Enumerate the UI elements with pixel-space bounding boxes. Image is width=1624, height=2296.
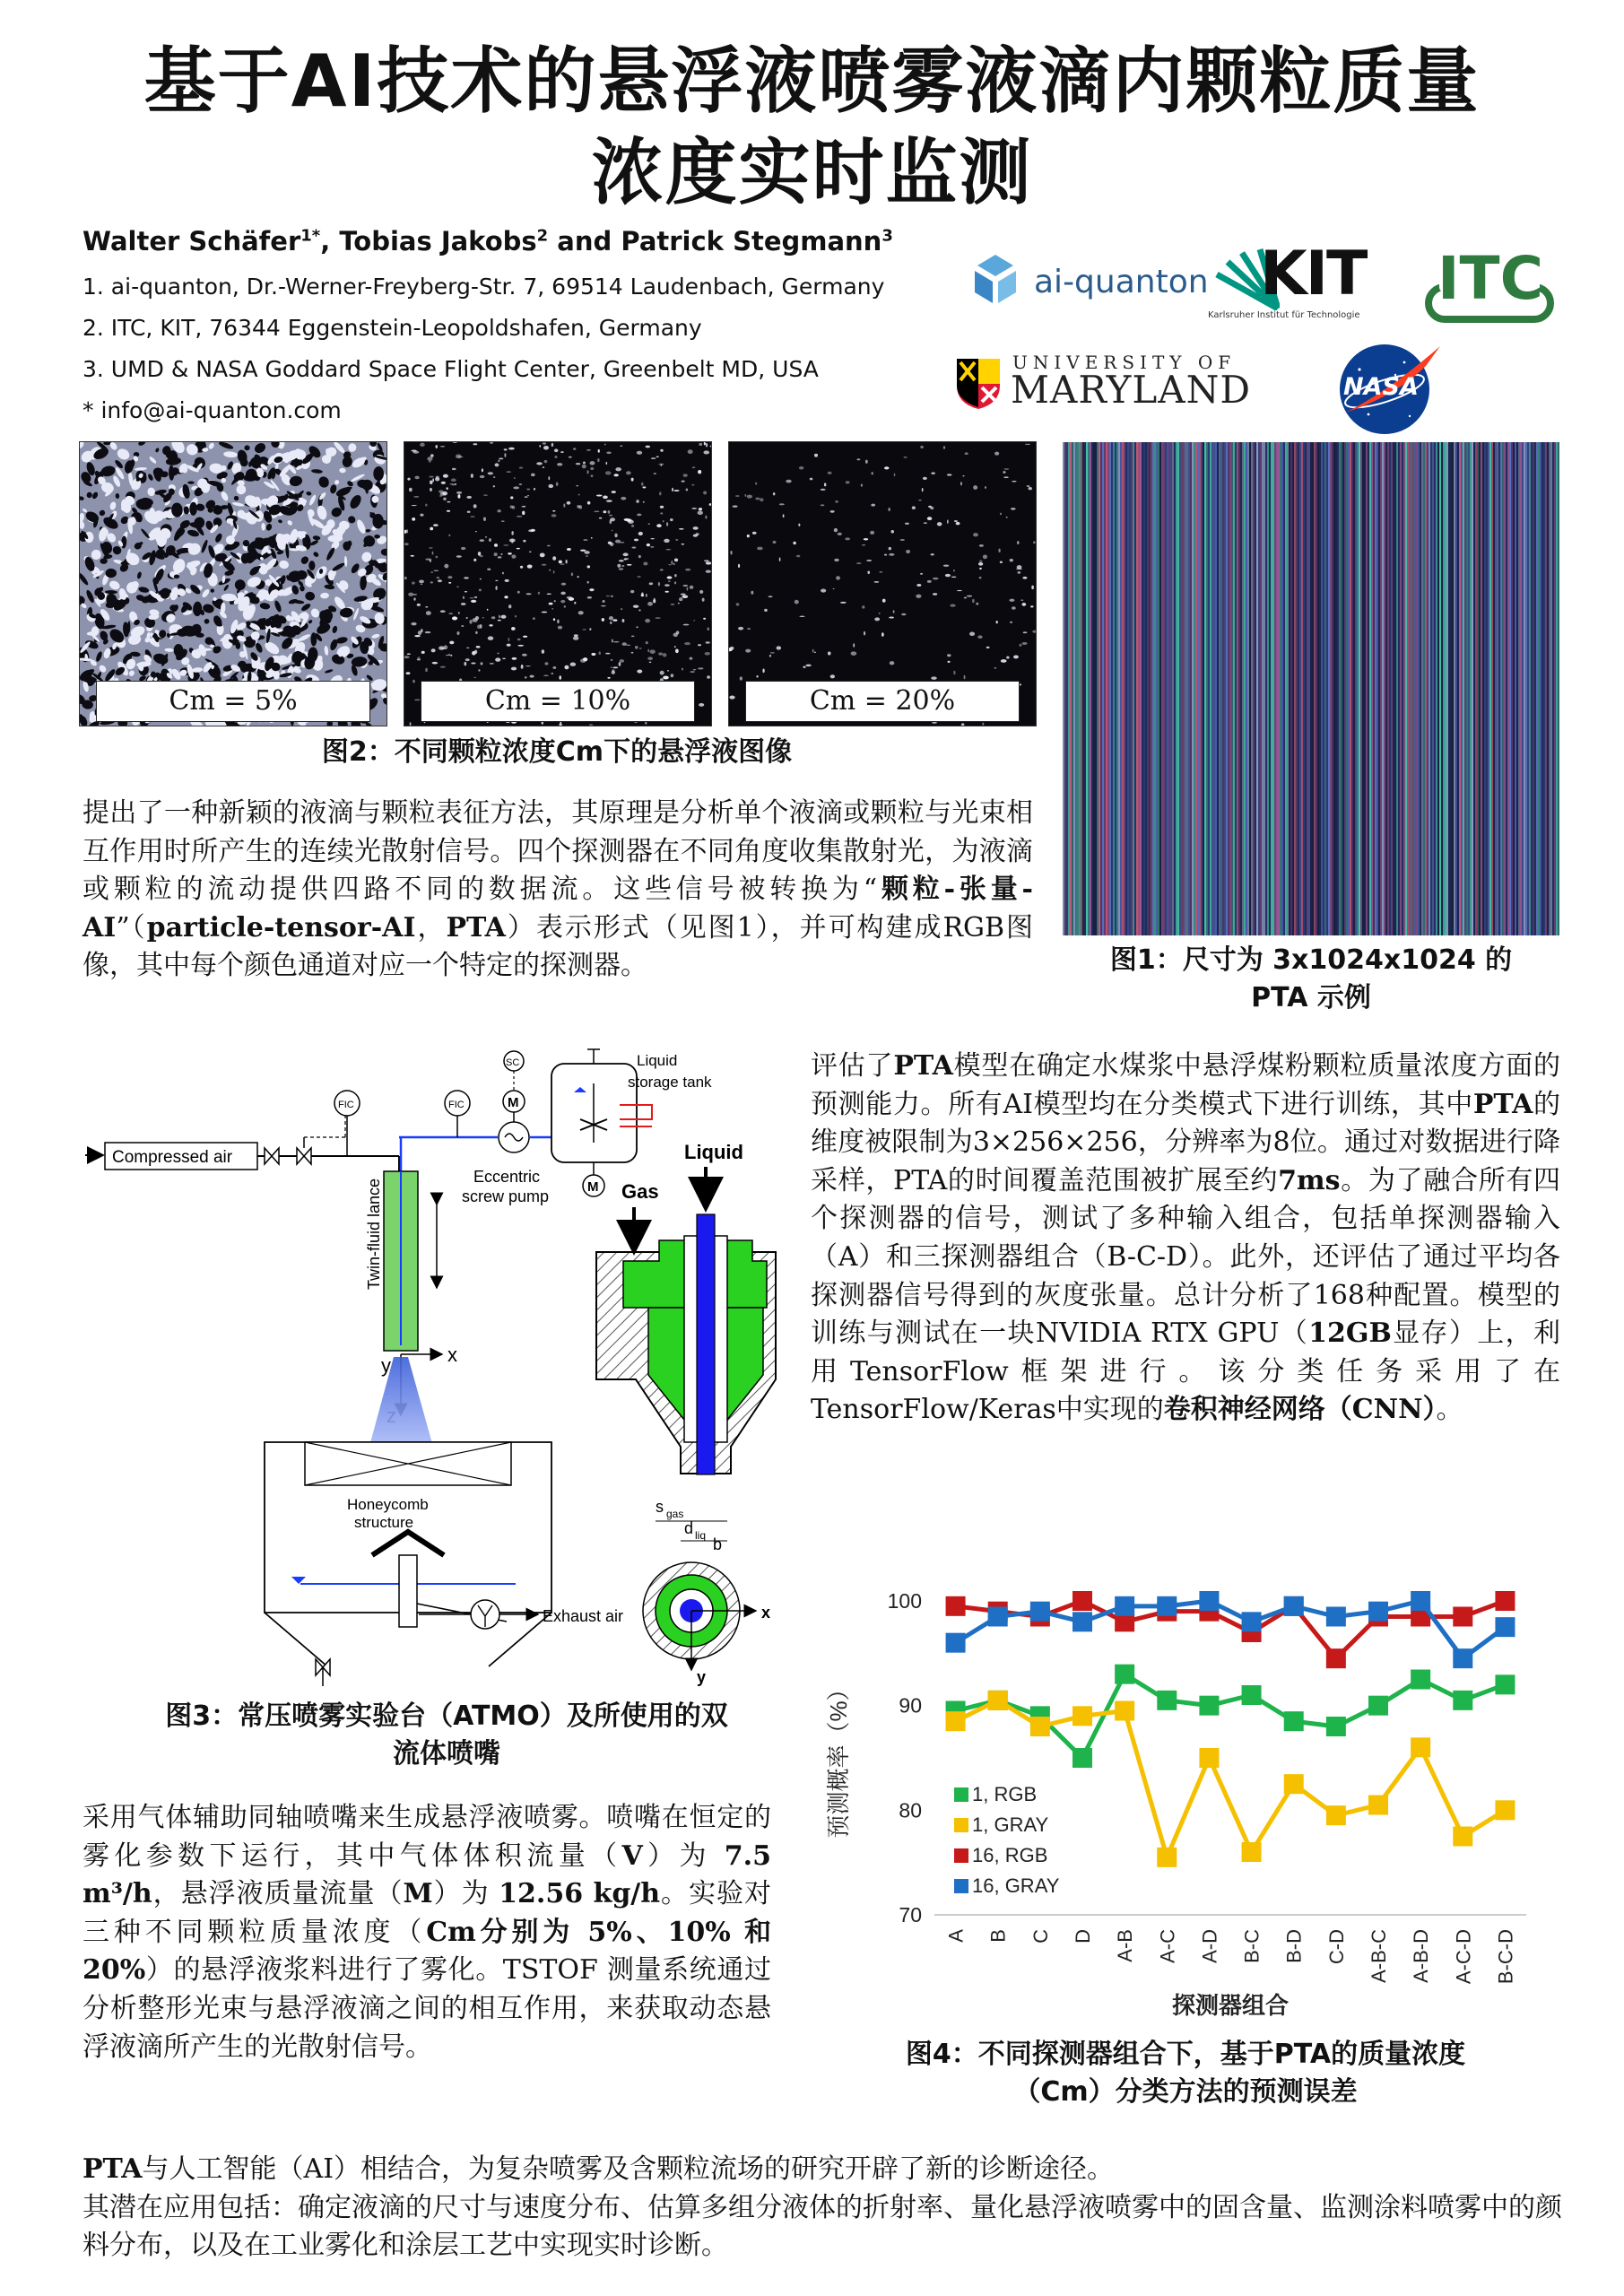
conclusion-bold-1: PTA	[83, 2153, 143, 2185]
data-point	[946, 1633, 966, 1653]
author-1-affil: 1*	[300, 226, 321, 246]
aiquanton-logo	[964, 251, 1233, 314]
method-text-4: ）为	[432, 1878, 499, 1910]
conclusion-paragraph	[83, 2151, 1562, 2266]
data-point	[1157, 1596, 1177, 1616]
method-bold-4: 12.56 kg/h	[499, 1878, 661, 1910]
method-bold-5: Cm分别为 5%、10% 和 20%	[83, 1916, 772, 1987]
svg-text:Honeycomb: Honeycomb	[347, 1496, 429, 1513]
data-point	[1284, 1774, 1304, 1794]
x-tick-label: A	[944, 1929, 968, 1943]
data-point	[1453, 1607, 1472, 1627]
fig3-caption-line1: 图3：常压喷雾实验台（ATMO）及所使用的双	[165, 1700, 728, 1732]
fig4-chart	[811, 1565, 1560, 2031]
x-tick-label: C	[1029, 1929, 1052, 1944]
fig1-caption-line1: 图1：尺寸为 3x1024x1024 的	[1109, 944, 1513, 976]
author-2-affil: 2	[536, 226, 549, 246]
eval-bold-1: PTA	[893, 1050, 953, 1082]
legend-label: 16, GRAY	[972, 1874, 1060, 1897]
micrograph-5-label: Cm = 5%	[96, 681, 370, 722]
data-point	[1368, 1602, 1388, 1622]
poster-title	[36, 36, 1588, 219]
data-point	[1157, 1848, 1177, 1867]
eval-bold-2: PTA	[1472, 1088, 1533, 1120]
svg-text:FIC: FIC	[448, 1100, 465, 1110]
intro-paragraph	[83, 795, 1033, 986]
data-point	[1115, 1701, 1134, 1721]
svg-text:b: b	[713, 1535, 723, 1553]
y-axis-label: 预测概率（%）	[825, 1677, 852, 1839]
data-point	[1073, 1612, 1092, 1631]
micrograph-20-label: Cm = 20%	[745, 681, 1020, 722]
data-point	[1326, 1607, 1346, 1627]
legend-label: 1, GRAY	[972, 1813, 1049, 1836]
legend-swatch	[954, 1879, 968, 1893]
method-text-5: 。实验对三种不同颗粒质量浓度（	[83, 1878, 772, 1948]
data-point	[1368, 1796, 1388, 1815]
micrograph-10-label: Cm = 10%	[421, 681, 695, 722]
aiquanton-logo-text: ai-quanton	[1034, 264, 1209, 300]
series-1	[946, 1691, 1515, 1867]
umd-logo-top: UNIVERSITY OF	[1012, 352, 1237, 373]
contact-email: * info@ai-quanton.com	[83, 397, 342, 423]
nasa-logo	[1333, 339, 1444, 438]
data-point	[988, 1691, 1008, 1710]
spray-test-rig-diagram	[85, 1048, 803, 1686]
data-point	[1199, 1696, 1219, 1716]
y-tick-label: 90	[899, 1693, 922, 1718]
fig3-caption	[79, 1698, 814, 1773]
eval-bold-5: 卷积神经网络（CNN）	[1163, 1394, 1437, 1426]
data-point	[1030, 1602, 1050, 1622]
conclusion-line-1	[83, 2151, 1562, 2189]
intro-bold-2: particle-tensor-AI	[146, 911, 416, 944]
kit-logo	[1208, 239, 1369, 325]
eval-text-5: 显存）上，利用TensorFlow框架进行。该分类任务采用了在TensorFlow/Keras中实现的	[811, 1318, 1560, 1426]
x-axis-label: 探测器组合	[1171, 1992, 1290, 2019]
svg-text:SC: SC	[506, 1057, 520, 1068]
legend-swatch	[954, 1848, 968, 1863]
prediction-probability-chart	[811, 1565, 1560, 2031]
intro-text-3: ，	[415, 911, 447, 944]
fig3-caption-line2: 流体喷嘴	[393, 1738, 500, 1770]
x-tick-label: C-D	[1324, 1929, 1348, 1965]
umd-shield-icon	[953, 355, 1003, 411]
x-tick-label: A-B	[1114, 1929, 1137, 1962]
valve-icon	[265, 1148, 279, 1164]
method-text-2: ）为	[642, 1839, 725, 1872]
fig4-caption-line2: （Cm）分类方法的预测误差	[1013, 2076, 1358, 2108]
exhaust-hood	[372, 1532, 444, 1555]
itc-logo	[1421, 244, 1556, 325]
svg-text:y: y	[381, 1354, 391, 1377]
data-point	[1495, 1674, 1515, 1694]
legend-swatch	[954, 1818, 968, 1832]
data-point	[1242, 1685, 1262, 1705]
data-point	[1199, 1748, 1219, 1768]
x-tick-label: B-D	[1282, 1929, 1306, 1963]
aiquanton-logo-icon	[964, 251, 1027, 314]
affiliation-2: 2. ITC, KIT, 76344 Eggenstein-Leopoldshafen, Germany	[83, 315, 702, 341]
svg-text:gas: gas	[666, 1508, 684, 1520]
pta-example-image	[1063, 442, 1559, 935]
itc-logo-text: ITC	[1437, 244, 1544, 313]
author-3-affil: 3	[881, 226, 893, 246]
fig2-caption: 图2：不同颗粒浓度Cm下的悬浮液图像	[321, 736, 793, 768]
umd-logo-bottom: MARYLAND	[1011, 368, 1252, 412]
data-point	[1411, 1737, 1430, 1757]
eval-text-4: 。为了融合所有四个探测器的信号，测试了多种输入组合，包括单探测器输入（A）和三探测器组合（B-C-D）。此外，还评估了通过平均各探测器信号得到的灰度张量。总计分析了168种配置。模型的训练与测试在一块NVIDIA RTX GPU（	[811, 1164, 1560, 1350]
eval-text-2: 模型在确定水煤浆中悬浮煤粉颗粒质量浓度方面的预测能力。所有AI模型均在分类模式下进行训练，其中	[811, 1050, 1561, 1120]
data-point	[1030, 1717, 1050, 1736]
legend-label: 16, RGB	[972, 1844, 1048, 1866]
method-text-1: 采用气体辅助同轴喷嘴来生成悬浮液喷雾。喷嘴在恒定的雾化参数下运行，其中气体体积流量（	[83, 1802, 771, 1872]
x-tick-label: A-D	[1198, 1929, 1221, 1963]
data-point	[1495, 1800, 1515, 1820]
author-2: Tobias Jakobs	[339, 226, 537, 257]
author-sep-2: and	[548, 226, 621, 257]
svg-text:Liquid: Liquid	[637, 1052, 678, 1069]
x-tick-label: A-B-D	[1410, 1929, 1433, 1983]
x-tick-label: A-B-C	[1368, 1929, 1390, 1983]
pta-stripes	[1063, 442, 1559, 935]
x-tick-label: A-C	[1156, 1929, 1179, 1963]
data-point	[1411, 1591, 1430, 1611]
method-bold-3: M	[403, 1878, 433, 1910]
intro-text-4: ）表示形式（见图1），并可构建成RGB图像，其中每个颜色通道对应一个特定的探测器。	[83, 911, 1034, 982]
method-bold-1: V	[621, 1839, 643, 1872]
data-point	[1115, 1665, 1134, 1684]
svg-text:structure: structure	[354, 1514, 414, 1531]
eval-bold-4: 12GB	[1308, 1318, 1392, 1350]
title-line-2: 浓度实时监测	[591, 131, 1033, 214]
data-point	[1326, 1805, 1346, 1825]
affiliation-1: 1. ai-quanton, Dr.-Werner-Freyberg-Str. 7, 69514 Laudenbach, Germany	[83, 274, 885, 300]
author-3: Patrick Stegmann	[621, 226, 882, 257]
conclusion-line-2: 其潜在应用包括：确定液滴的尺寸与速度分布、估算多组分液体的折射率、量化悬浮液喷雾中的固含量、监测涂料喷雾中的颜料分布，以及在工业雾化和涂层工艺中实现实时诊断。	[83, 2191, 1562, 2262]
data-point	[1495, 1617, 1515, 1637]
svg-text:Liquid: Liquid	[684, 1141, 743, 1163]
data-point	[1495, 1591, 1515, 1611]
data-point	[1411, 1670, 1430, 1690]
micrograph-cm-5	[79, 441, 387, 726]
valve-icon	[297, 1148, 311, 1164]
fig4-caption	[811, 2036, 1560, 2111]
method-text-6: ）的悬浮液浆料进行了雾化。TSTOF 测量系统通过分析整形光束与悬浮液滴之间的相互作用，来获取动态悬浮液滴所产生的光散射信号。	[83, 1954, 771, 2063]
data-point	[1453, 1827, 1472, 1847]
x-tick-label: A-C-D	[1452, 1929, 1475, 1985]
svg-text:Twin-fluid lance: Twin-fluid lance	[365, 1178, 383, 1290]
eval-text-1: 评估了	[811, 1050, 894, 1082]
data-point	[1242, 1612, 1262, 1631]
legend-swatch	[954, 1787, 968, 1802]
svg-text:d: d	[684, 1519, 694, 1537]
data-point	[1073, 1706, 1092, 1726]
author-1: Walter Schäfer	[83, 226, 301, 257]
y-tick-label: 100	[887, 1589, 922, 1613]
data-point	[1199, 1591, 1219, 1611]
data-point	[1284, 1711, 1304, 1731]
data-point	[1157, 1691, 1177, 1710]
svg-text:s: s	[656, 1498, 664, 1516]
kit-logo-text: KIT	[1260, 239, 1367, 309]
data-point	[1453, 1691, 1472, 1710]
series-3	[946, 1591, 1515, 1668]
umd-logo	[953, 352, 1258, 414]
eval-text-6: 。	[1436, 1394, 1463, 1426]
intro-bold-3: PTA	[446, 911, 506, 944]
legend-label: 1, RGB	[972, 1783, 1038, 1805]
x-tick-label: B	[986, 1929, 1010, 1943]
svg-text:storage tank: storage tank	[628, 1074, 712, 1091]
x-tick-label: B-C	[1240, 1929, 1264, 1963]
svg-text:y: y	[697, 1668, 707, 1686]
eval-bold-3: 7ms	[1278, 1164, 1341, 1196]
data-point	[1115, 1596, 1134, 1616]
x-tick-label: D	[1072, 1929, 1094, 1944]
intro-bold-1: 颗粒-张量-AI	[83, 874, 1033, 944]
authors	[83, 226, 893, 257]
liquid-channel	[697, 1214, 715, 1474]
data-point	[1284, 1596, 1304, 1616]
nasa-logo-text: NASA	[1343, 373, 1419, 401]
y-tick-label: 80	[899, 1798, 922, 1822]
evaluation-paragraph	[811, 1048, 1560, 1430]
fig4-caption-line1: 图4：不同探测器组合下，基于PTA的质量浓度	[905, 2039, 1466, 2070]
svg-text:Gas: Gas	[621, 1180, 659, 1203]
data-point	[1073, 1591, 1092, 1611]
svg-text:liq: liq	[695, 1529, 707, 1542]
intro-text-1: 提出了一种新颖的液滴与颗粒表征方法，其原理是分析单个液滴或颗粒与光束相互作用时所产生的连续光散射信号。四个探测器在不同角度收集散射光，为液滴或颗粒的流动提供四路不同的数据流。这些信号被转换为“	[83, 797, 1033, 906]
fig1-caption	[1063, 942, 1559, 1017]
compressed-air-label: Compressed air	[112, 1148, 233, 1167]
micrograph-cm-10	[404, 441, 712, 726]
data-point	[946, 1596, 966, 1616]
data-point	[988, 1607, 1008, 1627]
data-point	[1326, 1648, 1346, 1668]
title-line-1: 基于AI技术的悬浮液喷雾液滴内颗粒质量	[143, 39, 1481, 123]
affiliation-3: 3. UMD & NASA Goddard Space Flight Center, Greenbelt MD, USA	[83, 356, 819, 382]
svg-text:Exhaust air: Exhaust air	[543, 1607, 624, 1625]
micrograph-cm-20	[728, 441, 1037, 726]
svg-text:M: M	[508, 1095, 519, 1110]
svg-text:FIC: FIC	[338, 1100, 354, 1110]
data-point	[946, 1711, 966, 1731]
intro-text-2: ”（	[116, 911, 147, 944]
method-paragraph	[83, 1799, 771, 2066]
data-point	[1453, 1648, 1472, 1668]
svg-text:Eccentric: Eccentric	[473, 1168, 541, 1186]
method-text-3: ，悬浮液质量流量（	[152, 1878, 404, 1910]
author-sep-1: ,	[320, 226, 340, 257]
fig1-caption-line2: PTA 示例	[1251, 982, 1371, 1013]
svg-text:M: M	[587, 1179, 599, 1195]
svg-text:x: x	[447, 1344, 457, 1366]
fig3-schematic	[85, 1048, 803, 1686]
data-point	[1073, 1748, 1092, 1768]
y-tick-label: 70	[899, 1903, 922, 1926]
x-tick-label: B-C-D	[1494, 1929, 1517, 1985]
eval-text-3: 的维度被限制为3×256×256，分辨率为8位。通过对数据进行降采样，PTA的时间覆盖范围被扩展至约	[811, 1088, 1561, 1196]
svg-text:x: x	[761, 1604, 771, 1622]
svg-text:screw pump: screw pump	[462, 1187, 550, 1205]
method-bold-2: 7.5 m³/h	[83, 1839, 771, 1910]
data-point	[1242, 1842, 1262, 1862]
data-point	[1368, 1696, 1388, 1716]
kit-logo-subtitle: Karlsruher Institut für Technologie	[1208, 310, 1360, 320]
conclusion-text-1: 与人工智能（AI）相结合，为复杂喷雾及含颗粒流场的研究开辟了新的诊断途径。	[142, 2153, 1115, 2185]
data-point	[1326, 1717, 1346, 1736]
